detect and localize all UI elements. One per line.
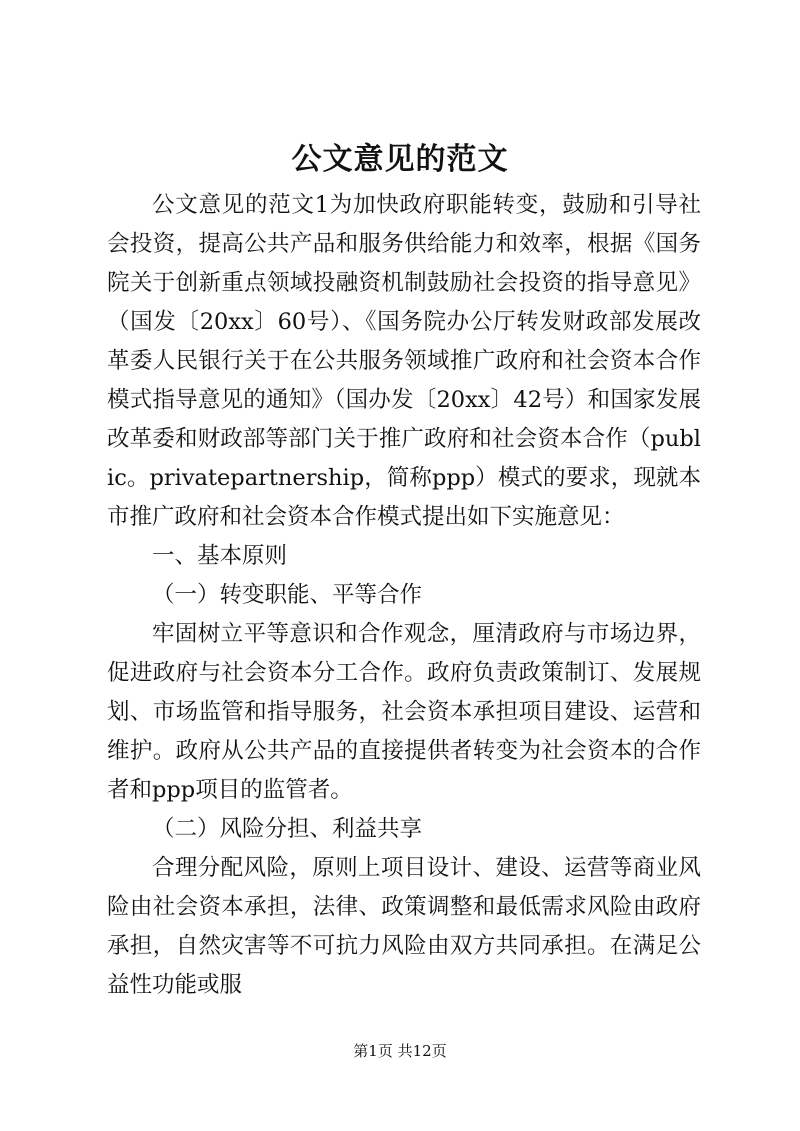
document-body [107,186,701,1005]
subsection-2-paragraph: 合理分配风险，原则上项目设计、建设、运营等商业风险由社会资本承担，法律、政策调整和最低需求风险由政府承担，自然灾害等不可抗力风险由双方共同承担。在满足公益性功能或服 [107,855,701,998]
subsection-heading-1: （一）转变职能、平等合作 [152,582,423,608]
subsection-1-paragraph: 牢固树立平等意识和合作观念，厘清政府与市场边界，促进政府与社会资本分工合作。政府负责政策制订、发展规划、市场监管和指导服务，社会资本承担项目建设、运营和维护。政府从公共产品的直接提供者转变为社会资本的合作者和ppp项目的监管者。 [107,621,701,803]
subsection-heading-2: （二）风险分担、利益共享 [152,816,423,842]
page-footer: 第1页 共12页 [353,1042,447,1060]
document-title: 公文意见的范文 [291,142,509,177]
section-heading-basic-principles: 一、基本原则 [152,543,288,569]
intro-paragraph: 公文意见的范文1为加快政府职能转变，鼓励和引导社会投资，提高公共产品和服务供给能力和效率，根据《国务院关于创新重点领域投融资机制鼓励社会投资的指导意见》（国发〔20xx〕60号）、《国务院办公厅转发财政部发展改革委人民银行关于在公共服务领域推广政府和社会资本合作模式指导意见的通知》（国办发〔20xx〕42号）和国家发展改革委和财政部等部门关于推广政府和社会资本合作（public。privatepartnership，简称ppp）模式的要求，现就本市推广政府和社会资本合作模式提出如下实施意见： [107,192,701,530]
